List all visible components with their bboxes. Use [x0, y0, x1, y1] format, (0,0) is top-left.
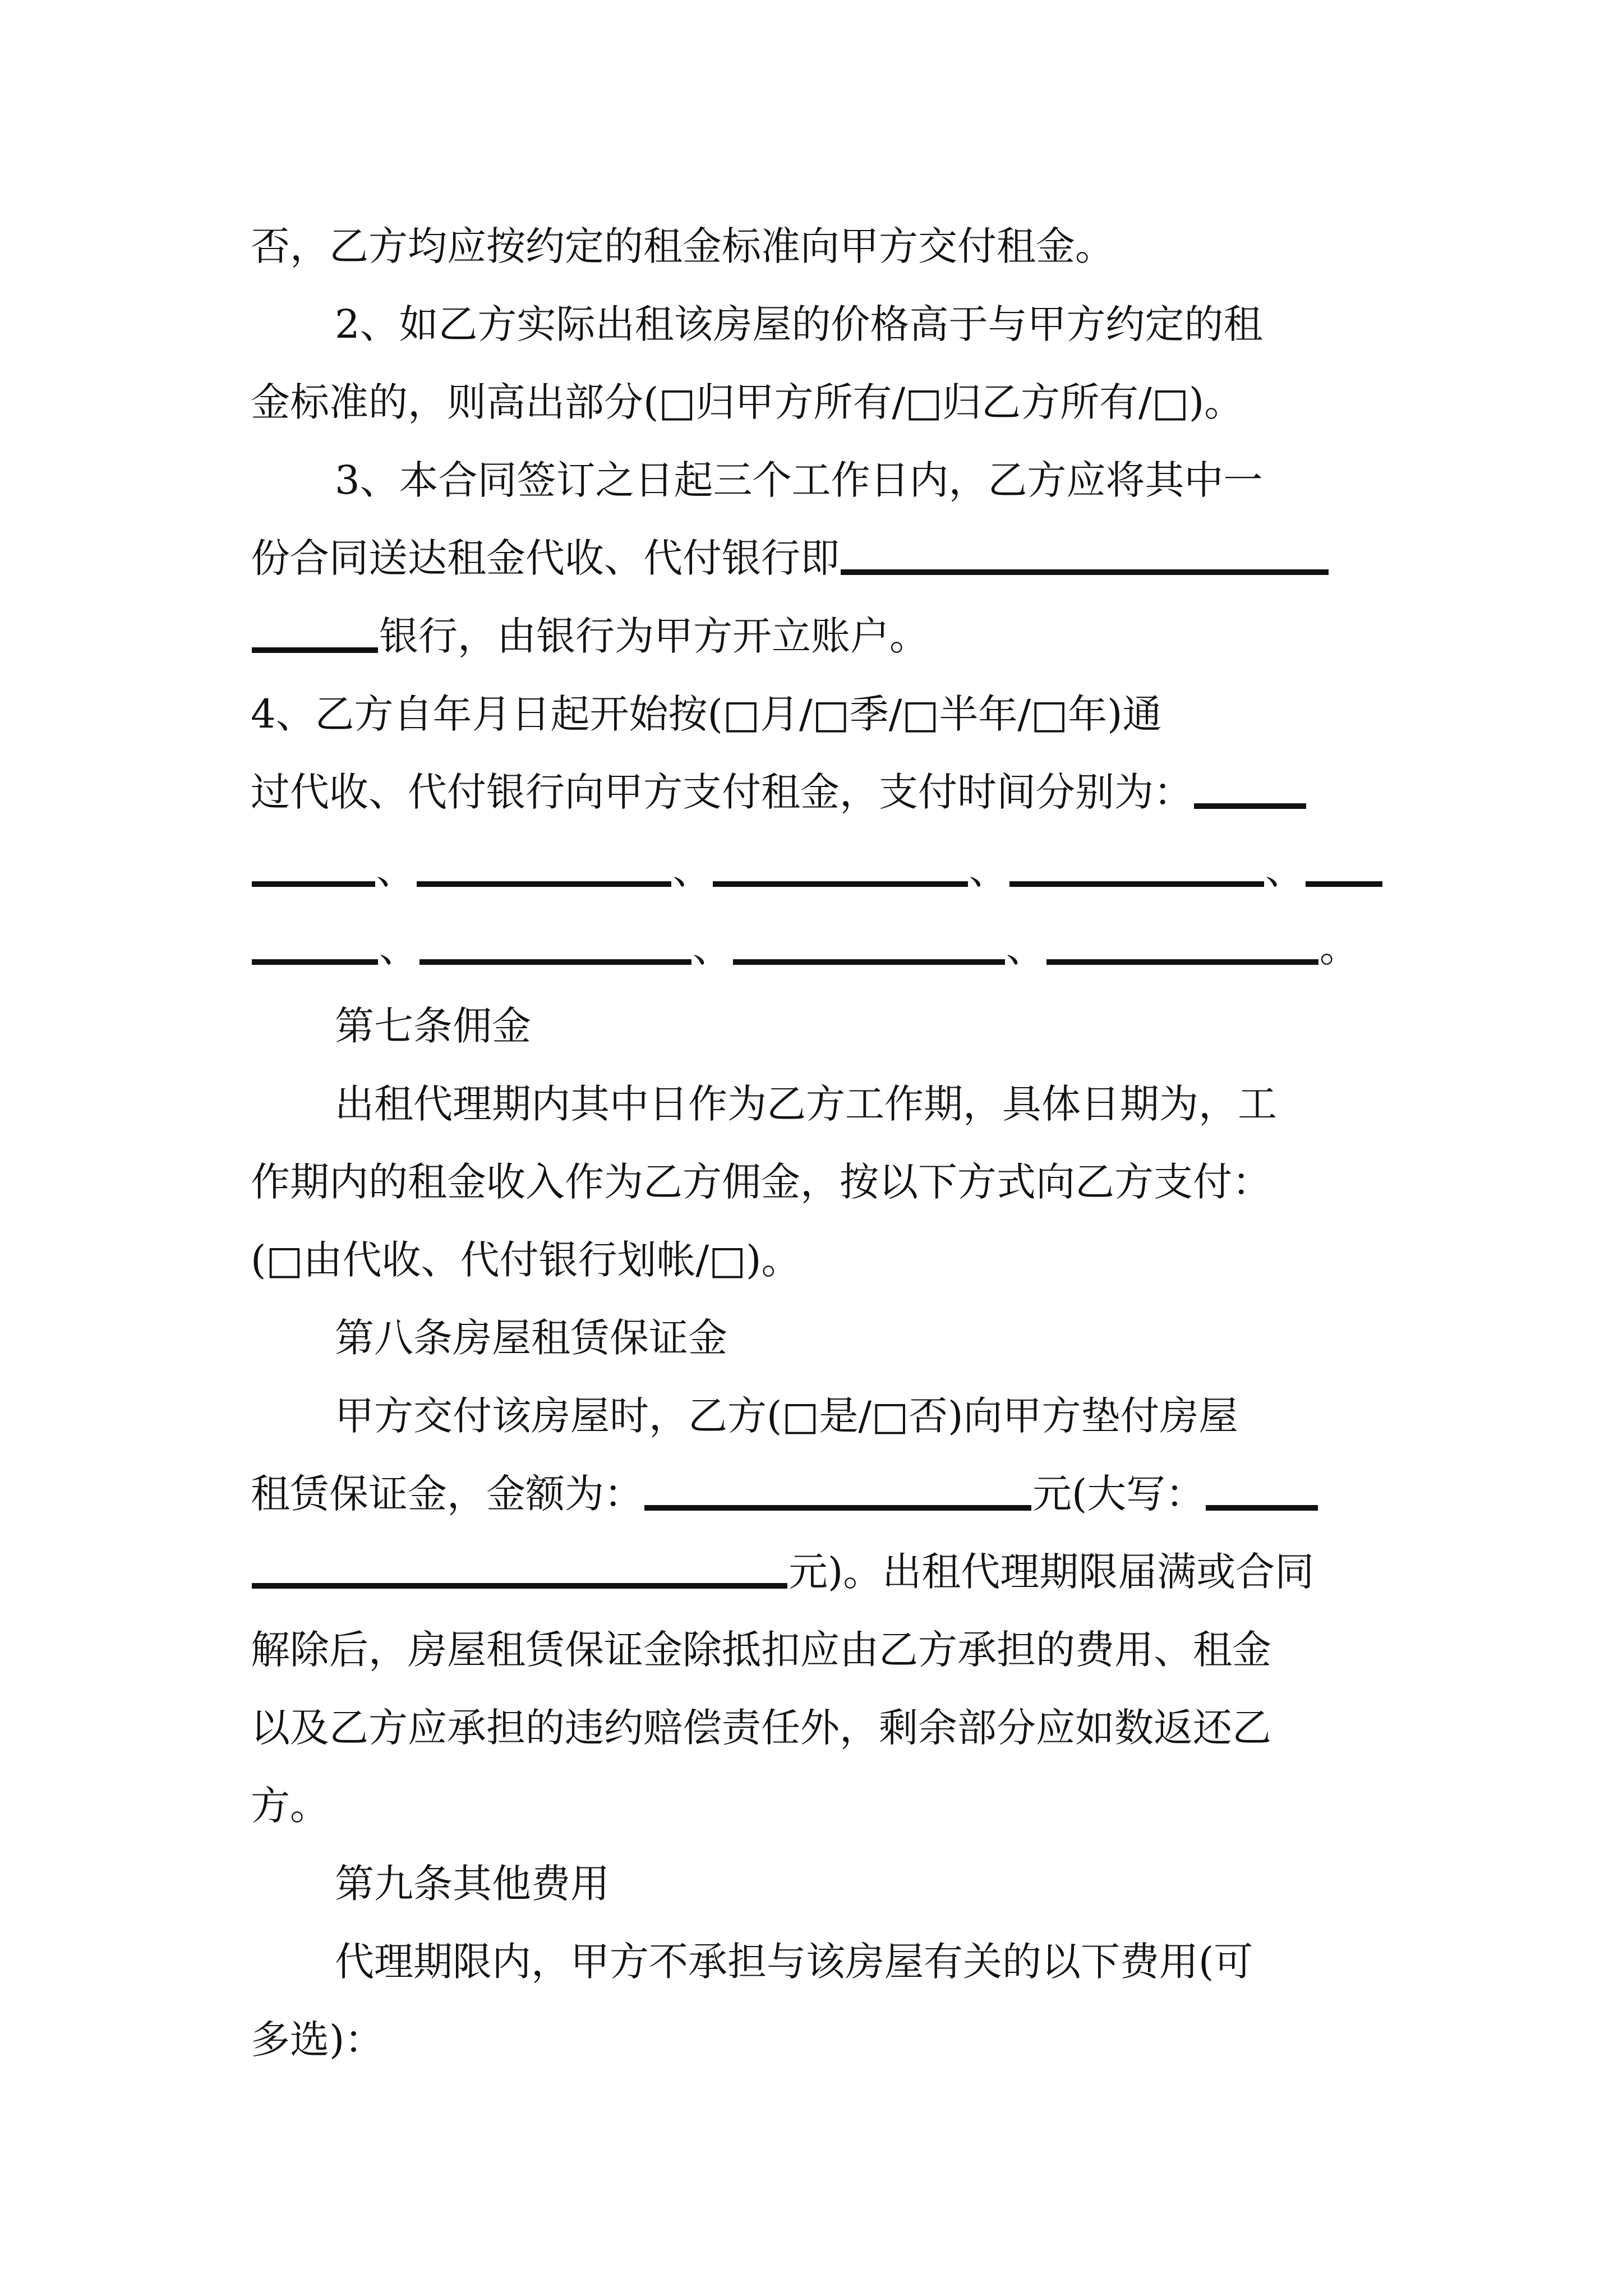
separator-text: 、 — [1265, 847, 1305, 893]
fill-in-blank — [713, 854, 967, 887]
separator-text: 、 — [379, 925, 418, 971]
fill-in-blank — [417, 854, 671, 887]
text-segment: 出租代理期内其中日作为乙方工作期，具体日期为，工 — [335, 1081, 1277, 1127]
text-segment: 3、本合同签订之日起三个工作日内，乙方应将其中一 — [335, 457, 1263, 503]
separator-text: 、 — [376, 847, 416, 893]
paragraph-line — [251, 1767, 1384, 1845]
fill-in-blank — [1046, 932, 1318, 965]
paragraph-line — [251, 1065, 1384, 1143]
paragraph-line — [251, 1377, 1384, 1455]
fill-in-blank — [733, 932, 1005, 965]
fill-in-blank — [1306, 854, 1382, 887]
paragraph-line — [251, 2001, 1384, 2079]
text-segment: 否，乙方均应按约定的租金标准向甲方交付租金。 — [251, 223, 1114, 269]
fill-in-blank — [1206, 1478, 1318, 1511]
text-segment: 金标准的，则高出部分(□归甲方所有/□归乙方所有/□)。 — [251, 379, 1244, 425]
paragraph-line — [251, 597, 1384, 675]
article-heading — [251, 1299, 1384, 1377]
separator-text: 、 — [693, 925, 732, 971]
document-body — [251, 208, 1384, 2079]
fill-in-blank — [644, 1478, 1031, 1511]
heading-text: 第八条房屋租赁保证金 — [335, 1315, 727, 1361]
paragraph-line — [251, 1533, 1384, 1611]
text-segment: 租赁保证金，金额为： — [251, 1471, 643, 1517]
paragraph-line — [251, 675, 1384, 753]
paragraph-line — [251, 1221, 1384, 1299]
paragraph-line — [251, 286, 1384, 364]
paragraph-line — [251, 753, 1384, 831]
article-heading — [251, 987, 1384, 1065]
fill-in-blank — [841, 542, 1329, 575]
paragraph-line — [251, 1923, 1384, 2001]
paragraph-line — [251, 1455, 1384, 1533]
separator-text: 、 — [672, 847, 712, 893]
text-segment: 作期内的租金收入作为乙方佣金，按以下方式向乙方支付： — [251, 1159, 1271, 1205]
paragraph-line — [251, 909, 1384, 987]
paragraph-line — [251, 441, 1384, 519]
text-segment: 4、乙方自年月日起开始按(□月/□季/□半年/□年)通 — [251, 691, 1162, 737]
paragraph-line — [251, 208, 1384, 286]
separator-text: 、 — [1006, 925, 1045, 971]
paragraph-line — [251, 1611, 1384, 1689]
text-segment: (□由代收、代付银行划帐/□)。 — [251, 1237, 801, 1283]
fill-in-blank — [252, 1556, 787, 1589]
paragraph-line — [251, 831, 1384, 909]
paragraph-line — [251, 519, 1384, 597]
heading-text: 第七条佣金 — [335, 1003, 531, 1049]
fill-in-blank — [419, 932, 691, 965]
text-segment: 多选)： — [251, 2017, 384, 2063]
fill-in-blank — [1194, 776, 1306, 809]
text-segment: 以及乙方应承担的违约赔偿责任外，剩余部分应如数返还乙 — [251, 1705, 1271, 1751]
paragraph-line — [251, 1143, 1384, 1221]
text-segment: 过代收、代付银行向甲方支付租金，支付时间分别为： — [251, 769, 1193, 815]
text-segment: 元)。出租代理期限届满或合同 — [789, 1549, 1315, 1595]
text-segment: 银行，由银行为甲方开立账户。 — [379, 613, 929, 659]
text-segment: 方。 — [251, 1783, 329, 1829]
text-segment: 份合同送达租金代收、代付银行即 — [251, 535, 840, 581]
fill-in-blank — [252, 932, 378, 965]
text-segment: 元(大写： — [1032, 1471, 1205, 1517]
fill-in-blank — [1009, 854, 1264, 887]
fill-in-blank — [252, 620, 378, 653]
fill-in-blank — [252, 854, 375, 887]
text-segment: 2、如乙方实际出租该房屋的价格高于与甲方约定的租 — [335, 301, 1263, 347]
text-segment: 甲方交付该房屋时，乙方(□是/□否)向甲方垫付房屋 — [335, 1393, 1238, 1439]
paragraph-line — [251, 364, 1384, 441]
separator-text: 。 — [1320, 925, 1359, 971]
paragraph-line — [251, 1689, 1384, 1767]
heading-text: 第九条其他费用 — [335, 1861, 610, 1907]
text-segment: 解除后，房屋租赁保证金除抵扣应由乙方承担的费用、租金 — [251, 1627, 1271, 1673]
text-segment: 代理期限内，甲方不承担与该房屋有关的以下费用(可 — [335, 1939, 1253, 1985]
article-heading — [251, 1845, 1384, 1923]
separator-text: 、 — [969, 847, 1008, 893]
